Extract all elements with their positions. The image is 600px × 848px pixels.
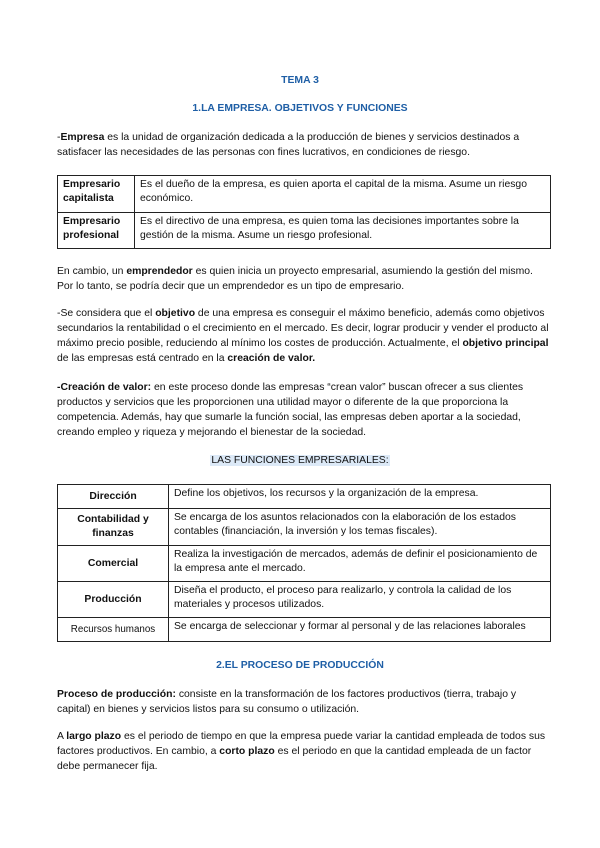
objetivo-principal-term: objetivo principal — [462, 338, 549, 349]
proceso-text: consiste en la transformación de los factores productivos (tierra, trabajo y capital) en bienes y servicios listos para su consumo o utilización. — [57, 689, 517, 715]
objetivo-mid2: de las empresas está centrado en la — [57, 353, 228, 364]
empresarios-table — [57, 175, 551, 249]
table-row — [58, 485, 551, 509]
paragraph-proceso — [57, 687, 551, 717]
largo-plazo-term: largo plazo — [66, 731, 122, 742]
empresario-capitalista-text: Es el dueño de la empresa, es quien aporta el capital de la misma. Asume un riesgo económico. — [135, 176, 551, 213]
table-row — [58, 213, 551, 249]
funcion-label: Comercial — [58, 546, 169, 582]
funcion-text: Realiza la investigación de mercados, además de definir el posicionamiento de la empresa ante el mercado. — [169, 546, 551, 582]
table-row — [58, 582, 551, 618]
empresario-profesional-label: Empresario profesional — [58, 213, 135, 249]
funcion-text: Se encarga de los asuntos relacionados con la elaboración de los estados contables (financiación, la inversión y los temas fiscales). — [169, 509, 551, 546]
funcion-label: Recursos humanos — [58, 618, 169, 642]
emprendedor-pre: En cambio, un — [57, 266, 127, 277]
funcion-label: Producción — [58, 582, 169, 618]
empresa-term: Empresa — [60, 132, 105, 143]
funcion-text: Diseña el producto, el proceso para realizarlo, y controla la calidad de los materiales y procesos utilizados. — [169, 582, 551, 618]
funcion-text: Define los objetivos, los recursos y la organización de la empresa. — [169, 485, 551, 509]
funciones-title-text: LAS FUNCIONES EMPRESARIALES: — [211, 455, 389, 466]
paragraph-creacion-valor — [57, 380, 551, 440]
objetivo-term: objetivo — [155, 308, 196, 319]
empresa-prefix: - — [57, 132, 61, 143]
table-row — [58, 176, 551, 213]
emprendedor-post: es quien inicia un proyecto empresarial, asumiendo la gestión del mismo. Por lo tanto, se podría decir que un emprendedor es un tipo de empresario. — [57, 266, 533, 292]
creacion-valor-term: creación de valor. — [227, 353, 316, 364]
section1-title: 1.LA EMPRESA. OBJETIVOS Y FUNCIONES — [192, 103, 408, 114]
plazo-pre: A — [57, 731, 67, 742]
plazo-mid: es el periodo de tiempo en que la empresa puede variar la cantidad empleada de todos sus factores productivos. En cambio, a — [57, 731, 546, 757]
funcion-label: Contabilidad y finanzas — [58, 509, 169, 546]
paragraph-emprendedor — [57, 264, 551, 294]
funciones-table — [57, 484, 551, 642]
proceso-term: Proceso de producción: — [57, 689, 176, 700]
empresario-capitalista-label: Empresario capitalista — [58, 176, 135, 213]
section2-title: 2.EL PROCESO DE PRODUCCIÓN — [216, 660, 384, 671]
funcion-label: Dirección — [58, 485, 169, 509]
table-row — [58, 509, 551, 546]
paragraph-plazo — [57, 729, 551, 774]
paragraph-objetivo — [57, 306, 551, 366]
paragraph-empresa — [57, 130, 551, 160]
tema-label: TEMA 3 — [281, 75, 319, 86]
corto-plazo-term: corto plazo — [219, 746, 275, 757]
objetivo-mid: de una empresa es conseguir el máximo beneficio, además como objetivos secundarios la rentabilidad o el crecimiento en el mercado. Es decir, lograr producir y vender el producto al máximo precio posible, reduciendo al mínimo los costes de producción. Actualmente, el — [57, 308, 549, 349]
empresario-profesional-text: Es el directivo de una empresa, es quien toma las decisiones importantes sobre la gestión de la misma. Asume un riesgo profesional. — [135, 213, 551, 249]
funcion-text: Se encarga de seleccionar y formar al personal y de las relaciones laborales — [169, 618, 551, 642]
empresa-text: es la unidad de organización dedicada a la producción de bienes y servicios destinados a satisfacer las necesidades de las personas con fines lucrativos, en condiciones de riesgo. — [57, 132, 520, 158]
objetivo-pre: -Se considera que el — [57, 308, 156, 319]
funciones-title — [0, 453, 600, 468]
plazo-post: es el periodo en que la cantidad empleada de un factor debe permanecer fija. — [57, 746, 532, 772]
creacion-term: -Creación de valor: — [57, 382, 152, 393]
table-row — [58, 546, 551, 582]
creacion-text: en este proceso donde las empresas “crean valor” buscan ofrecer a sus clientes productos y servicios que les proporcionen una utilidad mayor o diferente de la que proporciona la competencia. Además, hay que sumarle la función social, las empresas deben aportar a la sociedad, creando empleo y riqueza y mejorando el bienestar de la sociedad. — [57, 382, 524, 438]
emprendedor-term: emprendedor — [126, 266, 193, 277]
table-row — [58, 618, 551, 642]
